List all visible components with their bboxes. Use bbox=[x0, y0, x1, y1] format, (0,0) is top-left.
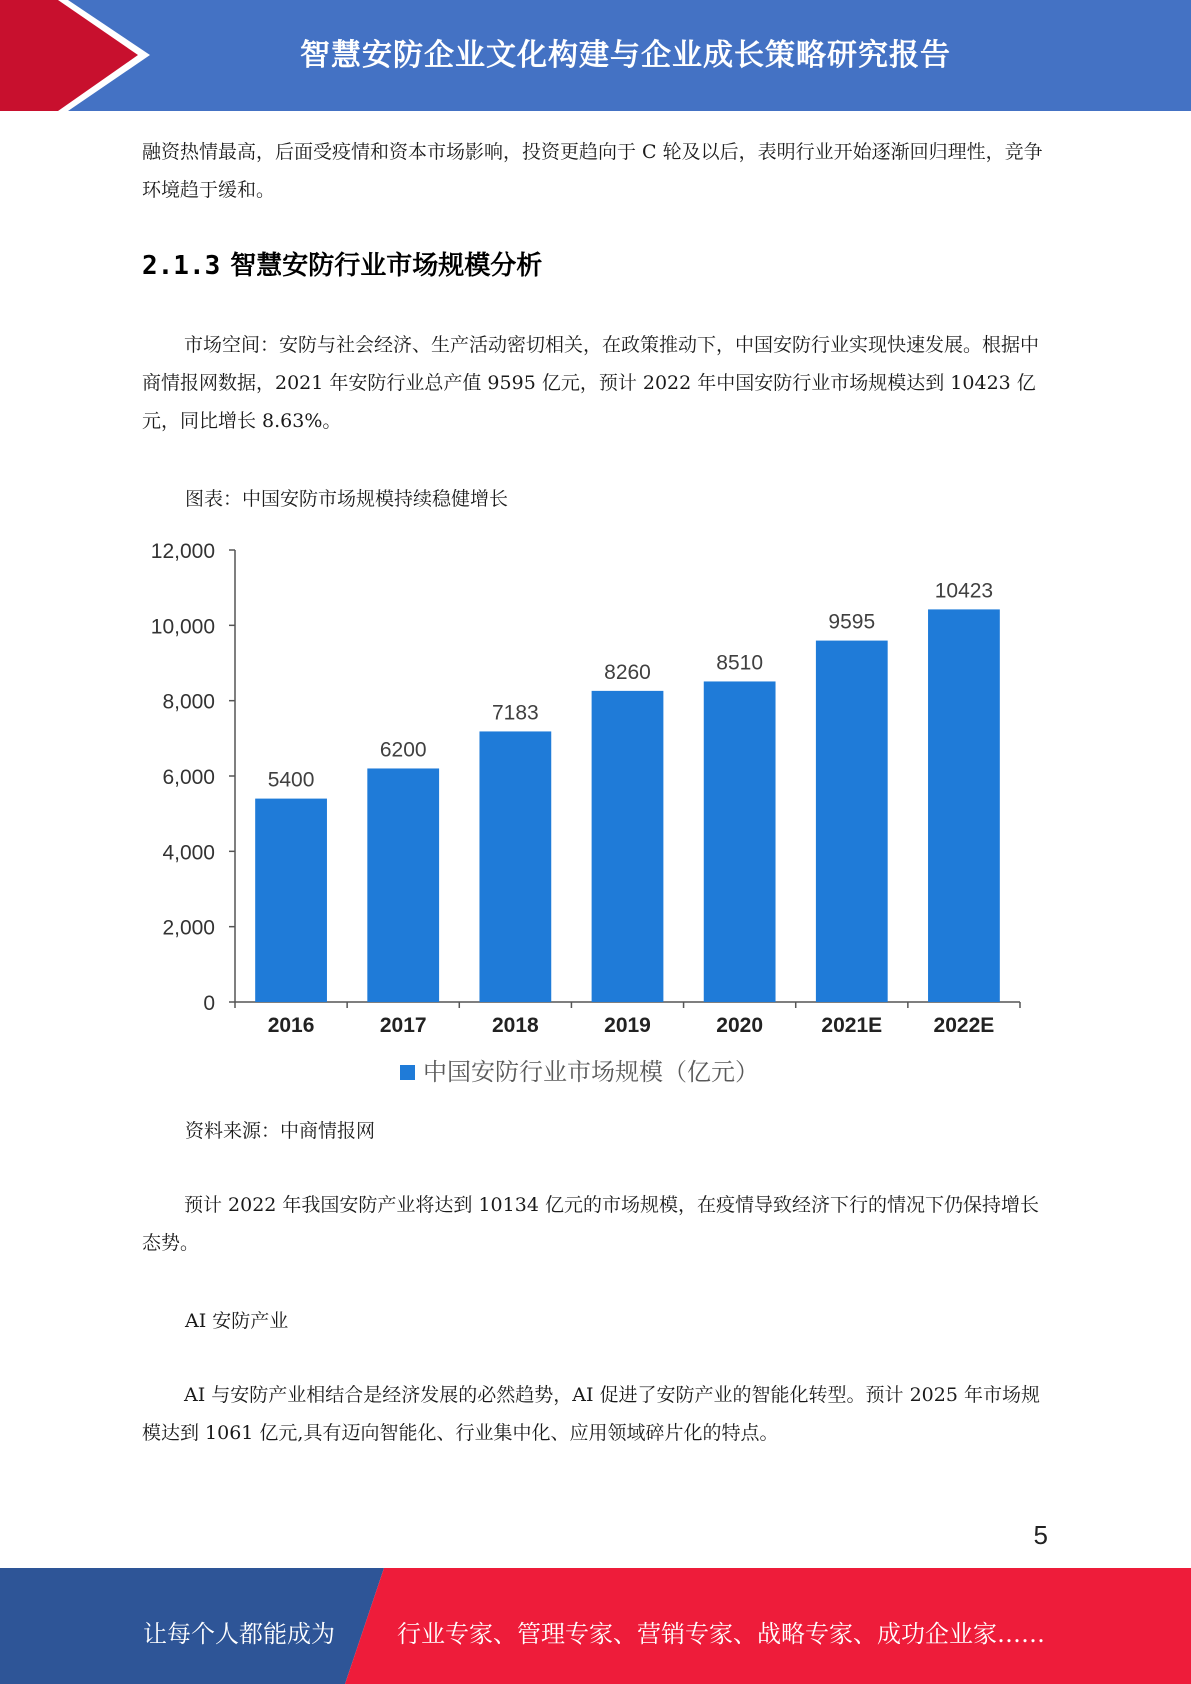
footer-slogan-right: 行业专家、管理专家、营销专家、战略专家、成功企业家…… bbox=[397, 1620, 1045, 1648]
section-number: 2.1.3 bbox=[142, 251, 221, 281]
chart-legend bbox=[400, 1059, 759, 1086]
y-tick-label: 4,000 bbox=[162, 841, 215, 865]
bar-2018 bbox=[479, 731, 551, 1002]
footer-banner bbox=[0, 1568, 1191, 1684]
bar-2022E bbox=[928, 609, 1000, 1002]
x-axis bbox=[235, 1002, 1020, 1037]
paragraph-ai-security: AI 与安防产业相结合是经济发展的必然趋势，AI 促进了安防产业的智能化转型。预计 2025 年市场规模达到 1061 亿元,具有迈向智能化、行业集中化、应用领域碎片化的特点。 bbox=[142, 1384, 1040, 1444]
y-tick-label: 6,000 bbox=[162, 766, 215, 789]
paragraph-financing: 融资热情最高，后面受疫情和资本市场影响，投资更趋向于 C 轮及以后，表明行业开始逐渐回归理性，竞争环境趋于缓和。 bbox=[142, 141, 1043, 201]
section-heading bbox=[142, 245, 542, 282]
bar-data-label: 7183 bbox=[491, 701, 539, 725]
report-header bbox=[0, 0, 1191, 111]
page-number: 5 bbox=[1033, 1520, 1048, 1550]
footer-slogan-left: 让每个人都能成为 bbox=[143, 1620, 335, 1648]
bar-2021E bbox=[816, 641, 888, 1002]
bar-2016 bbox=[255, 799, 327, 1002]
section-title: 智慧安防行业市场规模分析 bbox=[230, 251, 543, 281]
y-tick-label: 2,000 bbox=[162, 916, 215, 940]
bar-2019 bbox=[592, 691, 664, 1002]
x-tick-label: 2016 bbox=[267, 1014, 315, 1037]
bar-data-label: 8260 bbox=[604, 660, 651, 684]
x-tick-label: 2018 bbox=[491, 1014, 539, 1037]
bar-data-label: 5400 bbox=[267, 768, 315, 792]
subheading-ai-security: AI 安防产业 bbox=[185, 1310, 289, 1332]
bar-2017 bbox=[367, 768, 439, 1002]
y-tick-label: 8,000 bbox=[162, 690, 215, 714]
legend-swatch bbox=[400, 1065, 415, 1080]
bar-data-label: 10423 bbox=[934, 579, 994, 603]
y-tick-label: 10,000 bbox=[150, 615, 215, 639]
y-axis bbox=[151, 540, 235, 1015]
report-title: 智慧安防企业文化构建与企业成长策略研究报告 bbox=[300, 38, 951, 73]
bar-data-label: 6200 bbox=[379, 738, 427, 762]
paragraph-forecast: 预计 2022 年我国安防产业将达到 10134 亿元的市场规模，在疫情导致经济下行的情况下仍保持增长态势。 bbox=[142, 1194, 1039, 1254]
market-size-bar-chart bbox=[130, 525, 1030, 1095]
chart-caption: 图表：中国安防市场规模持续稳健增长 bbox=[185, 488, 509, 510]
x-tick-label: 2017 bbox=[379, 1014, 427, 1037]
y-tick-label: 12,000 bbox=[150, 540, 215, 563]
x-tick-label: 2019 bbox=[604, 1014, 651, 1037]
x-tick-label: 2020 bbox=[716, 1014, 764, 1037]
x-tick-label: 2021E bbox=[821, 1014, 883, 1037]
y-tick-label: 0 bbox=[203, 992, 215, 1015]
bar-2020 bbox=[704, 681, 776, 1002]
bar-data-label: 9595 bbox=[828, 610, 876, 634]
x-tick-label: 2022E bbox=[933, 1014, 995, 1037]
bar-data-label: 8510 bbox=[716, 651, 764, 675]
source-note: 资料来源：中商情报网 bbox=[185, 1120, 376, 1142]
legend-label: 中国安防行业市场规模（亿元） bbox=[423, 1059, 759, 1086]
paragraph-market-space: 市场空间：安防与社会经济、生产活动密切相关，在政策推动下，中国安防行业实现快速发展。根据中商情报网数据，2021 年安防行业总产值 9595 亿元，预计 2022 年中国安防行业市场规模达到 10423 亿元，同比增长 8.63%。 bbox=[142, 334, 1040, 432]
